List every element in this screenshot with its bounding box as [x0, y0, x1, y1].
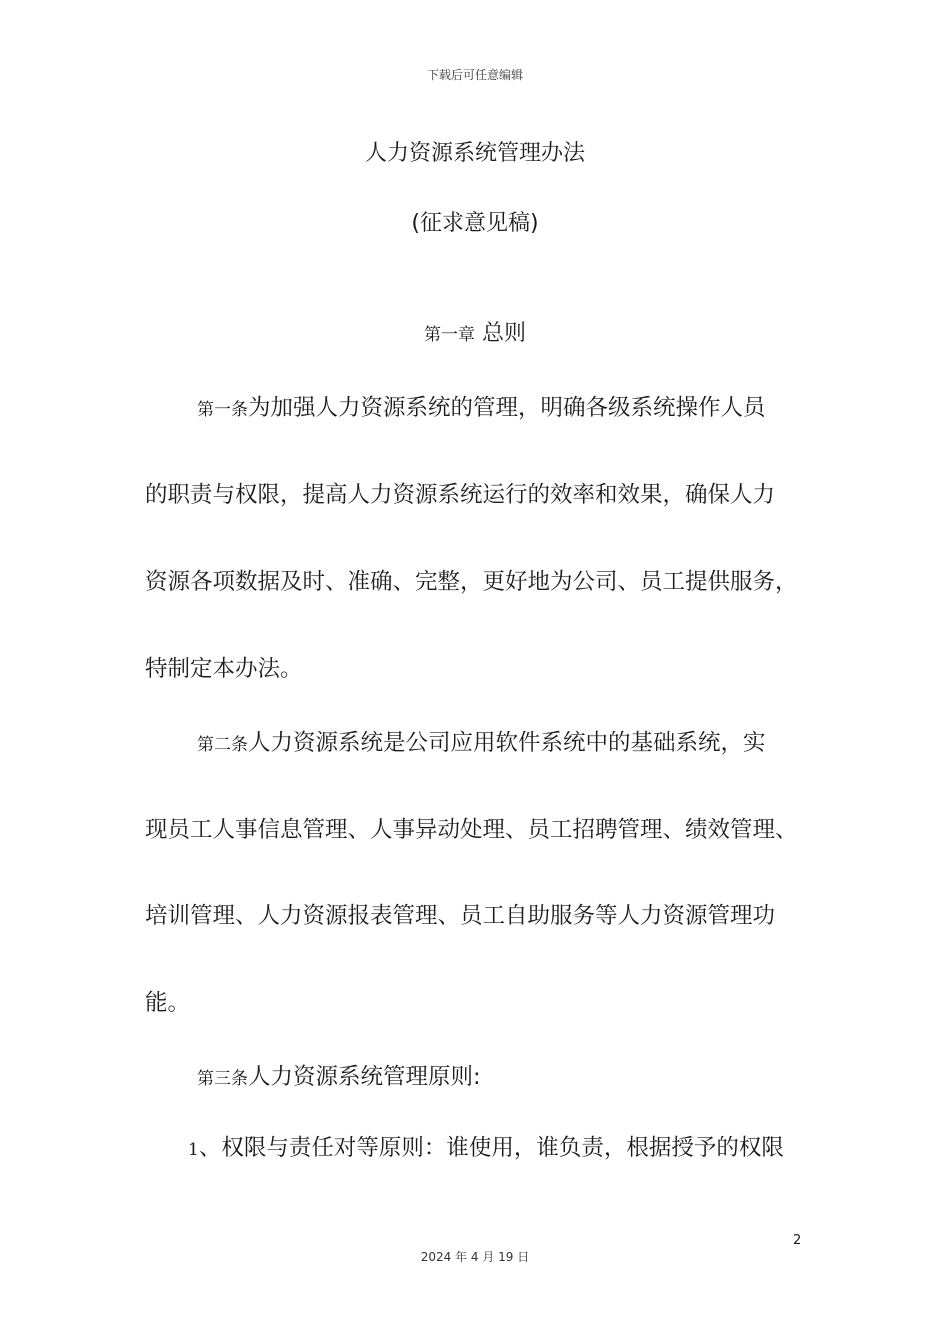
article-2-label: 第二条 [197, 735, 248, 755]
chapter-number: 第一章 [423, 325, 475, 345]
article-2-text: 人力资源系统是公司应用软件系统中的基础系统，实 [248, 730, 766, 756]
article-3-line-1 [197, 1059, 481, 1091]
article-1-line-4: 特制定本办法。 [145, 656, 303, 682]
article-3-label: 第三条 [197, 1069, 248, 1089]
item-1-text: 、权限与责任对等原则：谁使用，谁负责，根据授予的权限 [198, 1135, 784, 1161]
article-1-label: 第一条 [197, 400, 248, 420]
chapter-heading [0, 316, 950, 347]
page-footer: 2024 年 4 月 19 日 [420, 1250, 530, 1264]
chapter-name: 总则 [481, 321, 526, 346]
article-2-line-3: 培训管理、人力资源报表管理、员工自助服务等人力资源管理功 [145, 903, 776, 929]
page-number: 2 [793, 1233, 802, 1248]
item-1-line [188, 1130, 784, 1162]
article-3-text: 人力资源系统管理原则: [248, 1064, 481, 1090]
article-1-line-1 [197, 390, 766, 422]
article-1-line-2: 的职责与权限，提高人力资源系统运行的效率和效果，确保人力 [145, 482, 776, 508]
document-title: 人力资源系统管理办法 [364, 141, 585, 166]
article-1-line-3: 资源各项数据及时、准确、完整，更好地为公司、员工提供服务， [145, 569, 798, 595]
item-1-number: 1 [188, 1140, 199, 1160]
article-2-line-2: 现员工人事信息管理、人事异动处理、员工招聘管理、绩效管理、 [145, 817, 798, 843]
article-2-line-1 [197, 725, 766, 757]
page-header: 下载后可任意编辑 [426, 68, 523, 82]
document-subtitle: (征求意见稿) [411, 211, 539, 236]
article-2-line-4: 能。 [145, 990, 191, 1016]
article-1-text: 为加强人力资源系统的管理，明确各级系统操作人员 [248, 395, 766, 421]
